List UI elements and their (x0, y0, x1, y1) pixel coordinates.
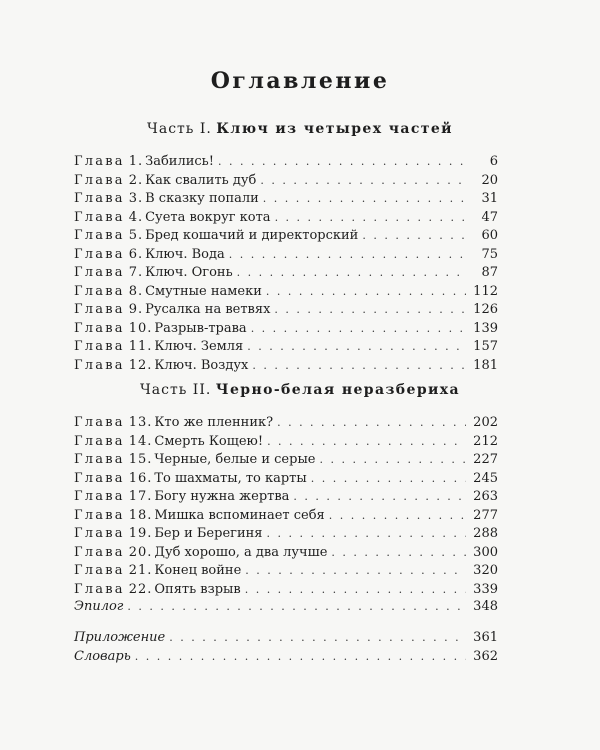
chapter-title: То шахматы, то карты (154, 470, 307, 486)
chapter-label: Глава (74, 415, 125, 430)
chapter-title: Дуб хорошо, а два лучше (154, 544, 328, 560)
chapter-title: Смутные намеки (145, 283, 262, 299)
dot-leader (218, 155, 466, 168)
toc-entry-chapter[interactable] (74, 265, 498, 284)
chapter-separator: . (137, 228, 143, 244)
part-1-number: Часть I. (147, 121, 212, 137)
chapter-label: Глава (74, 563, 125, 579)
chapter-label: Глава (74, 320, 125, 336)
toc-entry-chapter[interactable] (74, 452, 498, 471)
chapter-separator: . (147, 581, 152, 597)
toc-entry-chapter[interactable] (74, 173, 498, 192)
chapter-number: 9 (128, 302, 138, 318)
dot-leader (293, 490, 466, 503)
chapter-separator: . (137, 302, 143, 318)
toc-entry-chapter[interactable] (74, 154, 498, 173)
page-title: Оглавление (210, 68, 390, 94)
chapter-number: 18 (128, 507, 148, 523)
chapter-number: 1 (128, 154, 138, 169)
entry-page: 361 (473, 630, 498, 645)
chapter-page: 157 (473, 339, 498, 355)
chapter-label: Глава (74, 228, 125, 244)
chapter-title: Кто же пленник? (154, 415, 274, 430)
chapter-number: 10 (128, 320, 148, 336)
chapter-page: 277 (473, 507, 498, 523)
chapter-title: Разрыв-трава (154, 320, 247, 336)
chapter-separator: . (137, 209, 143, 225)
chapter-separator: . (147, 470, 152, 486)
chapter-label: Глава (74, 507, 125, 523)
chapter-label: Глава (74, 544, 125, 560)
dot-leader (263, 192, 466, 205)
dot-leader (274, 303, 466, 316)
chapter-number: 13 (128, 415, 148, 430)
chapter-separator: . (147, 452, 152, 468)
chapter-number: 8 (128, 283, 138, 299)
chapter-page: 139 (473, 320, 498, 336)
chapter-number: 19 (128, 526, 148, 542)
dot-leader (311, 472, 466, 485)
chapter-separator: . (137, 246, 143, 262)
chapter-label: Глава (74, 470, 125, 486)
dot-leader (251, 322, 466, 335)
dot-leader (260, 174, 466, 187)
chapter-label: Глава (74, 191, 125, 207)
chapter-label: Глава (74, 209, 125, 225)
back-matter-list (74, 599, 498, 618)
toc-entry-chapter[interactable] (74, 284, 498, 303)
toc-entry-chapter[interactable] (74, 339, 498, 358)
dot-leader (229, 248, 466, 261)
entry-title: Приложение (74, 630, 166, 645)
chapter-page: 75 (481, 246, 498, 262)
chapter-page: 47 (481, 209, 498, 225)
part-2-heading (0, 382, 600, 398)
toc-entry-epilogue[interactable] (74, 599, 498, 618)
toc-entry-chapter[interactable] (74, 582, 498, 601)
chapter-page: 20 (481, 172, 498, 188)
chapter-title: Бер и Берегиня (154, 526, 263, 542)
dot-leader (267, 435, 466, 448)
chapter-page: 288 (473, 526, 498, 542)
toc-entry-chapter[interactable] (74, 526, 498, 545)
chapter-page: 339 (473, 581, 498, 597)
chapter-page: 6 (489, 154, 498, 169)
part-1-chapter-list (74, 154, 498, 377)
toc-entry-chapter[interactable] (74, 489, 498, 508)
chapter-number: 6 (128, 246, 138, 262)
chapter-separator: . (137, 283, 143, 299)
toc-entry-chapter[interactable] (74, 471, 498, 490)
toc-entry-chapter[interactable] (74, 228, 498, 247)
chapter-number: 11 (128, 339, 148, 355)
chapter-label: Глава (74, 339, 125, 355)
dot-leader (169, 631, 466, 644)
chapter-title: Ключ. Воздух (154, 358, 249, 374)
dot-leader (331, 546, 466, 559)
part-1-heading (0, 121, 600, 137)
part-2-chapter-list (74, 415, 498, 600)
chapter-label: Глава (74, 526, 125, 542)
chapter-title: Как свалить дуб (145, 172, 257, 188)
toc-entry-chapter[interactable] (74, 358, 498, 377)
dot-leader (237, 266, 466, 279)
chapter-page: 227 (473, 452, 498, 468)
chapter-label: Глава (74, 581, 125, 597)
chapter-label: Глава (74, 172, 125, 188)
toc-entry-chapter[interactable] (74, 545, 498, 564)
chapter-title: Конец войне (154, 563, 242, 579)
chapter-page: 212 (473, 433, 498, 449)
chapter-title: Ключ. Огонь (145, 265, 233, 281)
chapter-title: Русалка на ветвях (145, 302, 271, 318)
chapter-separator: . (147, 433, 152, 449)
toc-entry-chapter[interactable] (74, 247, 498, 266)
chapter-title: В сказку попали (145, 191, 259, 207)
chapter-number: 4 (128, 209, 138, 225)
dot-leader (329, 509, 466, 522)
chapter-page: 60 (481, 228, 498, 244)
chapter-label: Глава (74, 246, 125, 262)
toc-entry-chapter[interactable] (74, 508, 498, 527)
chapter-label: Глава (74, 283, 125, 299)
part-2-number: Часть II. (139, 382, 212, 398)
chapter-label: Глава (74, 433, 125, 449)
chapter-number: 16 (128, 470, 148, 486)
toc-entry-chapter[interactable] (74, 302, 498, 321)
dot-leader (135, 650, 466, 663)
chapter-title: Опять взрыв (154, 581, 241, 597)
entry-page: 348 (473, 599, 498, 614)
chapter-separator: . (147, 563, 152, 579)
chapter-page: 320 (473, 563, 498, 579)
chapter-title: Ключ. Вода (145, 246, 225, 262)
chapter-label: Глава (74, 265, 125, 281)
chapter-number: 15 (128, 452, 148, 468)
chapter-page: 126 (473, 302, 498, 318)
chapter-title: Богу нужна жертва (154, 489, 290, 505)
chapter-separator: . (137, 154, 143, 169)
toc-entry-chapter[interactable] (74, 415, 498, 434)
chapter-page: 31 (481, 191, 498, 207)
toc-entry-appendix[interactable] (74, 630, 498, 649)
dot-leader (247, 340, 466, 353)
chapter-title: Черные, белые и серые (154, 452, 316, 468)
entry-title: Эпилог (74, 599, 124, 614)
dot-leader (275, 211, 466, 224)
chapter-title: Суета вокруг кота (145, 209, 271, 225)
dot-leader (362, 229, 466, 242)
toc-entry-chapter[interactable] (74, 210, 498, 229)
chapter-separator: . (147, 507, 152, 523)
toc-entry-chapter[interactable] (74, 321, 498, 340)
dot-leader (277, 416, 466, 429)
chapter-number: 12 (128, 358, 148, 374)
chapter-separator: . (147, 358, 152, 374)
dot-leader (252, 359, 466, 372)
dot-leader (245, 583, 466, 596)
chapter-title: Забились! (145, 154, 214, 169)
toc-entry-chapter[interactable] (74, 191, 498, 210)
chapter-number: 22 (128, 581, 148, 597)
chapter-number: 3 (128, 191, 138, 207)
chapter-separator: . (147, 526, 152, 542)
chapter-number: 2 (128, 172, 138, 188)
dot-leader (127, 600, 466, 613)
chapter-title: Бред кошачий и директорский (145, 228, 359, 244)
chapter-page: 202 (473, 415, 498, 430)
chapter-label: Глава (74, 489, 125, 505)
chapter-separator: . (137, 265, 143, 281)
chapter-page: 300 (473, 544, 498, 560)
chapter-separator: . (147, 320, 152, 336)
chapter-title: Смерть Кощею! (154, 433, 264, 449)
chapter-number: 7 (128, 265, 138, 281)
chapter-number: 20 (128, 544, 148, 560)
appendix-list (74, 630, 498, 667)
chapter-label: Глава (74, 302, 125, 318)
chapter-page: 87 (481, 265, 498, 281)
toc-entry-glossary[interactable] (74, 649, 498, 668)
chapter-label: Глава (74, 452, 125, 468)
chapter-number: 21 (128, 563, 148, 579)
chapter-page: 263 (473, 489, 498, 505)
chapter-number: 14 (128, 433, 148, 449)
chapter-page: 112 (473, 283, 498, 299)
chapter-separator: . (147, 489, 152, 505)
chapter-separator: . (137, 172, 143, 188)
chapter-number: 17 (128, 489, 148, 505)
toc-entry-chapter[interactable] (74, 434, 498, 453)
dot-leader (320, 453, 467, 466)
entry-title: Словарь (74, 648, 131, 664)
dot-leader (245, 564, 466, 577)
chapter-page: 245 (473, 470, 498, 486)
chapter-separator: . (147, 544, 152, 560)
part-2-name: Черно-белая неразбериха (215, 382, 461, 398)
chapter-separator: . (137, 191, 143, 207)
toc-entry-chapter[interactable] (74, 563, 498, 582)
chapter-title: Ключ. Земля (154, 339, 244, 355)
chapter-title: Мишка вспоминает себя (154, 507, 325, 523)
dot-leader (266, 527, 466, 540)
chapter-separator: . (147, 415, 152, 430)
chapter-separator: . (147, 339, 152, 355)
dot-leader (266, 285, 466, 298)
part-1-name: Ключ из четырех частей (216, 121, 453, 137)
chapter-page: 181 (473, 358, 498, 374)
chapter-label: Глава (74, 358, 125, 374)
chapter-number: 5 (128, 228, 138, 244)
entry-page: 362 (473, 648, 498, 664)
chapter-label: Глава (74, 154, 125, 169)
